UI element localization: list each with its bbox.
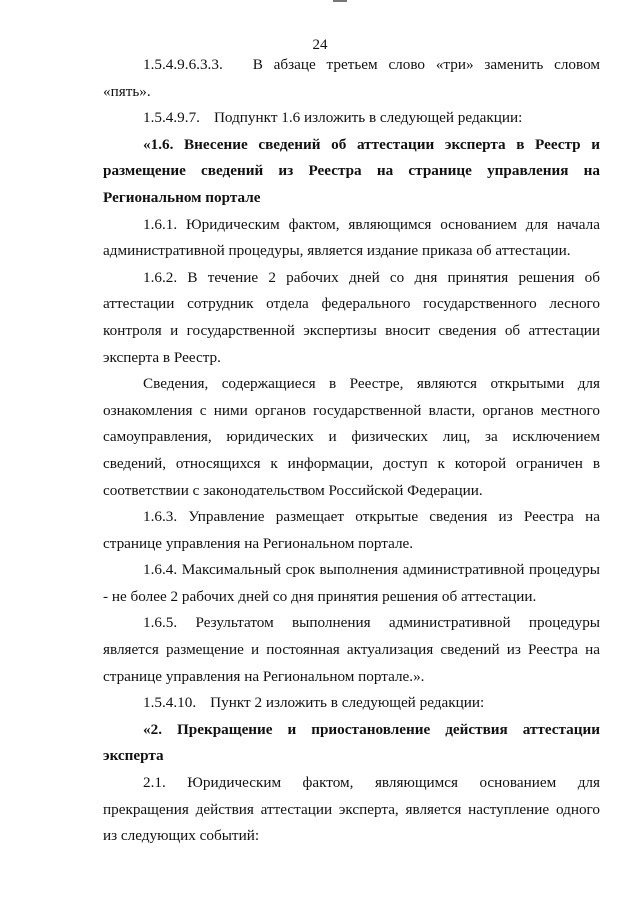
paragraph-registry-info: Сведения, содержащиеся в Реестре, являются открытыми для ознакомления с ними органов государственной власти, органов местного самоуправления, юридических и физических лиц, за исключением сведений, относящихся к информации, доступ к которой ограничен в соответствии с законодательством Российской Федерации. xyxy=(103,375,600,499)
paragraph-text: Пункт 2 изложить в следующей редакции: xyxy=(210,694,485,712)
paragraph-2-1: 2.1. Юридическим фактом, являющимся основанием для прекращения действия аттестации эксперта, является наступление одного из следующих событий: xyxy=(103,774,600,845)
paragraph-1-6-5: 1.6.5. Результатом выполнения административной процедуры является размещение и постоянная актуализация сведений из Реестра на странице управления на Региональном портале.». xyxy=(103,614,600,685)
paragraph-1-5-4-9-7 xyxy=(103,105,600,132)
paragraph-number: 1.5.4.9.6.3.3. xyxy=(143,56,223,73)
paragraph-1-5-4-9-6-3-3 xyxy=(103,52,600,105)
paragraph-1-6-1: 1.6.1. Юридическим фактом, являющимся основанием для начала административной процедуры, является издание приказа об аттестации. xyxy=(103,215,600,260)
paragraph-number: 1.5.4.9.7. xyxy=(143,109,200,127)
scan-edge-mark xyxy=(333,0,347,2)
paragraph-number: 1.5.4.10. xyxy=(143,694,197,712)
page-number: 24 xyxy=(312,37,328,53)
document-body xyxy=(103,52,600,850)
paragraph-1-6-4: 1.6.4. Максимальный срок выполнения административной процедуры - не более 2 рабочих дней со дня принятия решения об аттестации. xyxy=(103,561,600,605)
paragraph-text: Подпункт 1.6 изложить в следующей редакции: xyxy=(213,109,523,127)
paragraph-1-6-2: 1.6.2. В течение 2 рабочих дней со дня принятия решения об аттестации сотрудник отдела федерального государственного лесного контроля и государственной экспертизы вносит сведения об аттестации эксперта в Реестр. xyxy=(103,268,600,366)
paragraph-1-6-3: 1.6.3. Управление размещает открытые сведения из Реестра на странице управления на Региональном портале. xyxy=(103,508,600,552)
section-heading-1-6: «1.6. Внесение сведений об аттестации эксперта в Реестр и размещение сведений из Реестра на странице управления на Региональном портале xyxy=(103,135,600,206)
paragraph-1-5-4-10 xyxy=(103,690,600,717)
paragraph-text: В абзаце третьем слово «три» заменить словом «пять». xyxy=(103,56,600,100)
section-heading-2: «2. Прекращение и приостановление действия аттестации эксперта xyxy=(103,720,600,765)
